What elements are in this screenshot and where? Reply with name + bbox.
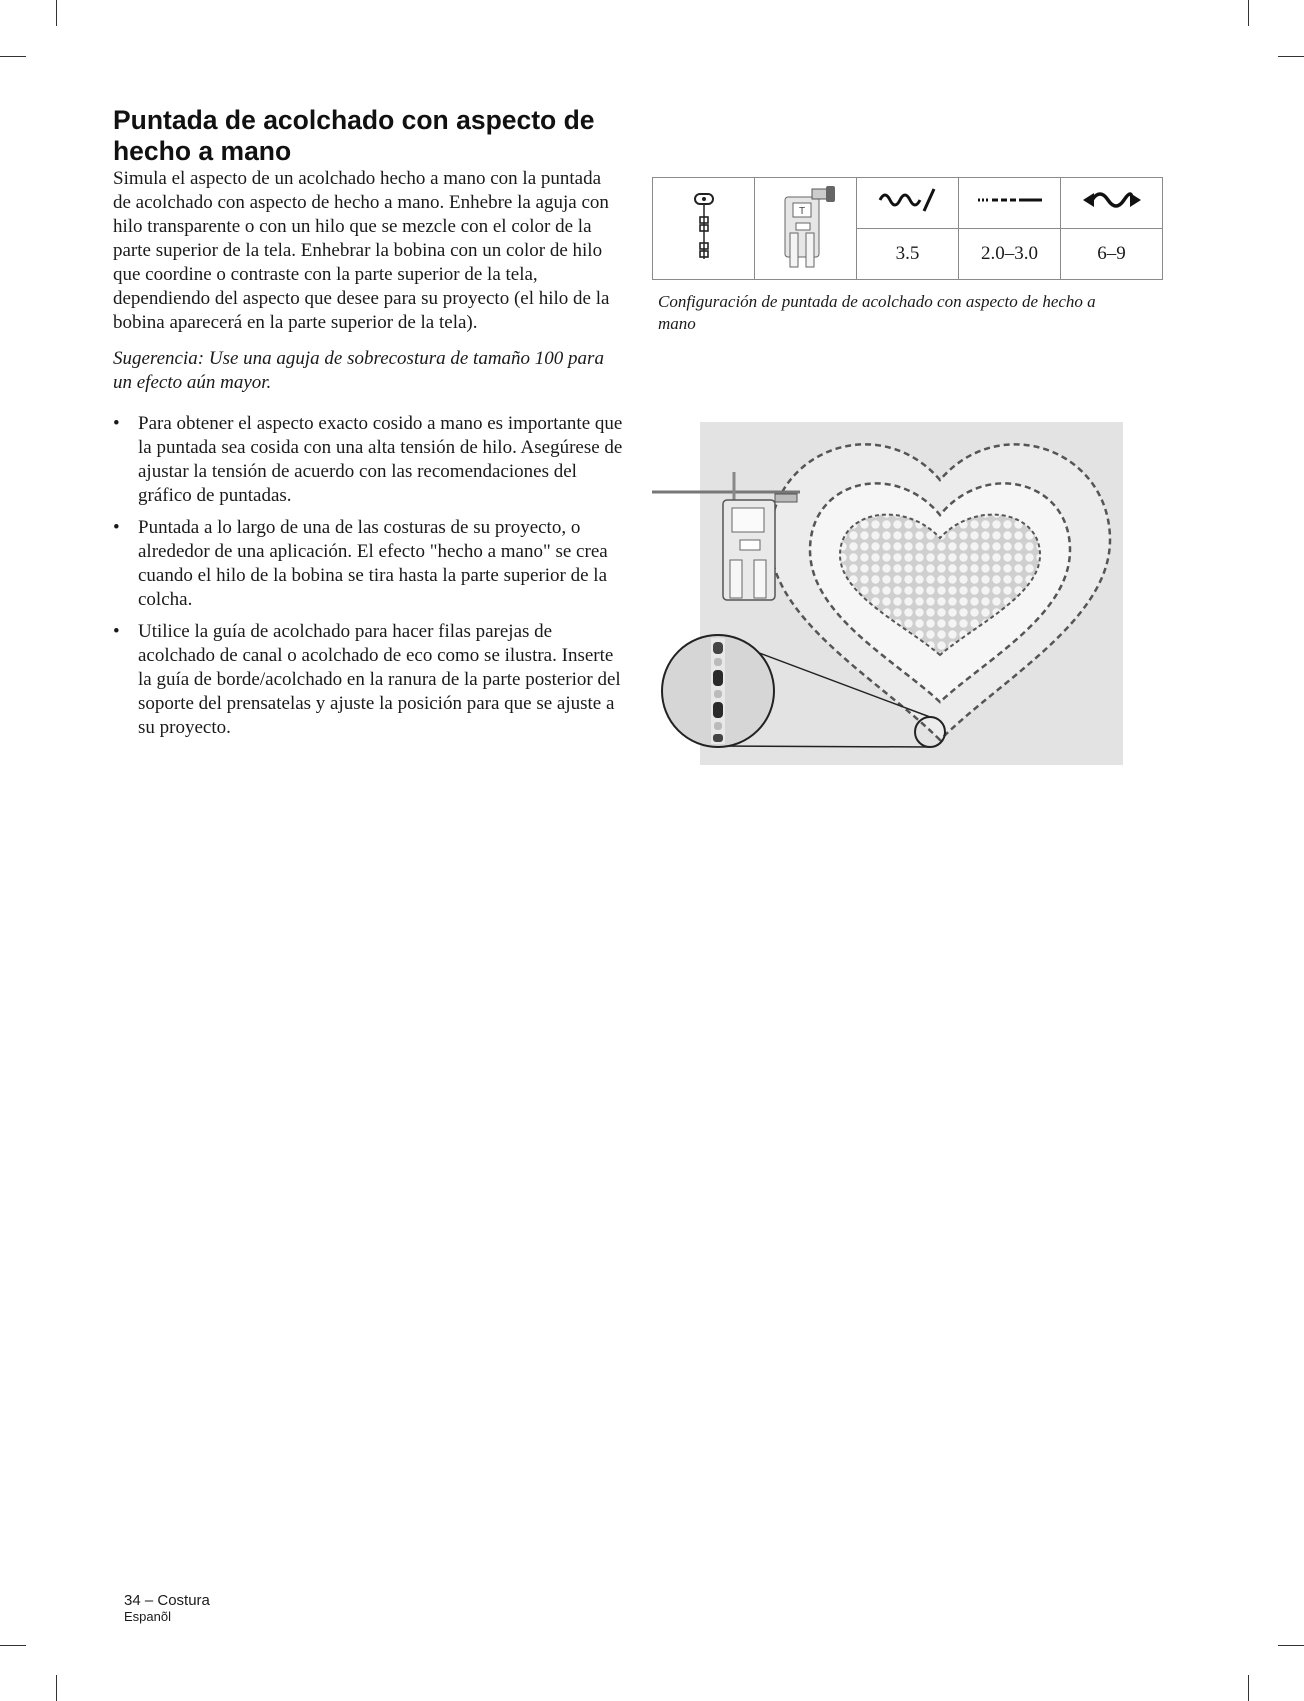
main-text-column (113, 105, 623, 748)
page-title: Puntada de acolchado con aspecto de hecho a mano (113, 105, 595, 166)
stitch-width-value: 3.5 (857, 229, 959, 280)
list-item: • Utilice la guía de acolchado para hacer filas parejas de acolchado de canal o acolchado de eco como se ilustra. Inserte la guía de borde/acolchado en la ranura de la parte posterior del soporte del prensatelas y ajuste la posición para que se ajuste a su proyecto. (113, 621, 621, 738)
tension-icon (1080, 185, 1144, 215)
stitch-length-icon-cell (959, 178, 1061, 229)
tip-paragraph: Sugerencia: Use una aguja de sobrecostura de tamaño 100 para un efecto aún mayor. (113, 348, 604, 393)
bullet-icon: • (113, 413, 120, 434)
stitch-settings-table (652, 177, 1163, 280)
needle-position-icon (692, 191, 716, 261)
crop-mark (1248, 0, 1249, 26)
bullet-icon: • (113, 517, 120, 538)
stitch-width-icon (876, 185, 940, 215)
list-item: • Para obtener el aspecto exacto cosido a mano es importante que la puntada sea cosida con una alta tensión de hilo. Asegúrese de ajustar la tensión de acuerdo con las recomendaciones del gráfico de puntadas. (113, 413, 623, 506)
stitch-length-icon (976, 192, 1044, 208)
tension-value: 6–9 (1061, 229, 1163, 280)
tension-icon-cell (1061, 178, 1163, 229)
crop-mark (1248, 1675, 1249, 1701)
crop-mark (1278, 56, 1304, 57)
crop-mark (56, 0, 57, 26)
presser-foot-cell (755, 178, 857, 280)
bullet-icon: • (113, 621, 120, 642)
crop-mark (0, 56, 26, 57)
presser-foot-icon (770, 183, 842, 269)
list-item: • Puntada a lo largo de una de las costuras de su proyecto, o alrededor de una aplicación. El efecto "hecho a mano" se crea cuando el hilo de la bobina se tira hasta la parte superior de la colcha. (113, 517, 608, 610)
quilting-illustration (650, 420, 1130, 770)
bullet-list (113, 412, 623, 740)
crop-mark (0, 1645, 26, 1646)
page-number: 34 – Costura (124, 1592, 210, 1609)
intro-paragraph: Simula el aspecto de un acolchado hecho a mano con la puntada de acolchado con aspecto de hecho a mano. Enhebre la aguja con hilo transparente o con un hilo que se mezcle con el color de la parte superior de la tela. Enhebrar la bobina con un color de hilo que coordine o contraste con la parte superior de la tela, dependiendo del aspecto que desee para su proyecto (el hilo de la bobina aparecerá en la parte superior de la tela). (113, 168, 610, 333)
table-caption: Configuración de puntada de acolchado con aspecto de hecho a mano (658, 292, 1096, 333)
svg-text:T: T (798, 205, 805, 217)
stitch-width-icon-cell (857, 178, 959, 229)
stitch-length-value: 2.0–3.0 (959, 229, 1061, 280)
crop-mark (1278, 1645, 1304, 1646)
language-label: Espanõl (124, 1609, 171, 1624)
page-footer (124, 1592, 210, 1625)
needle-position-cell (653, 178, 755, 280)
crop-mark (56, 1675, 57, 1701)
